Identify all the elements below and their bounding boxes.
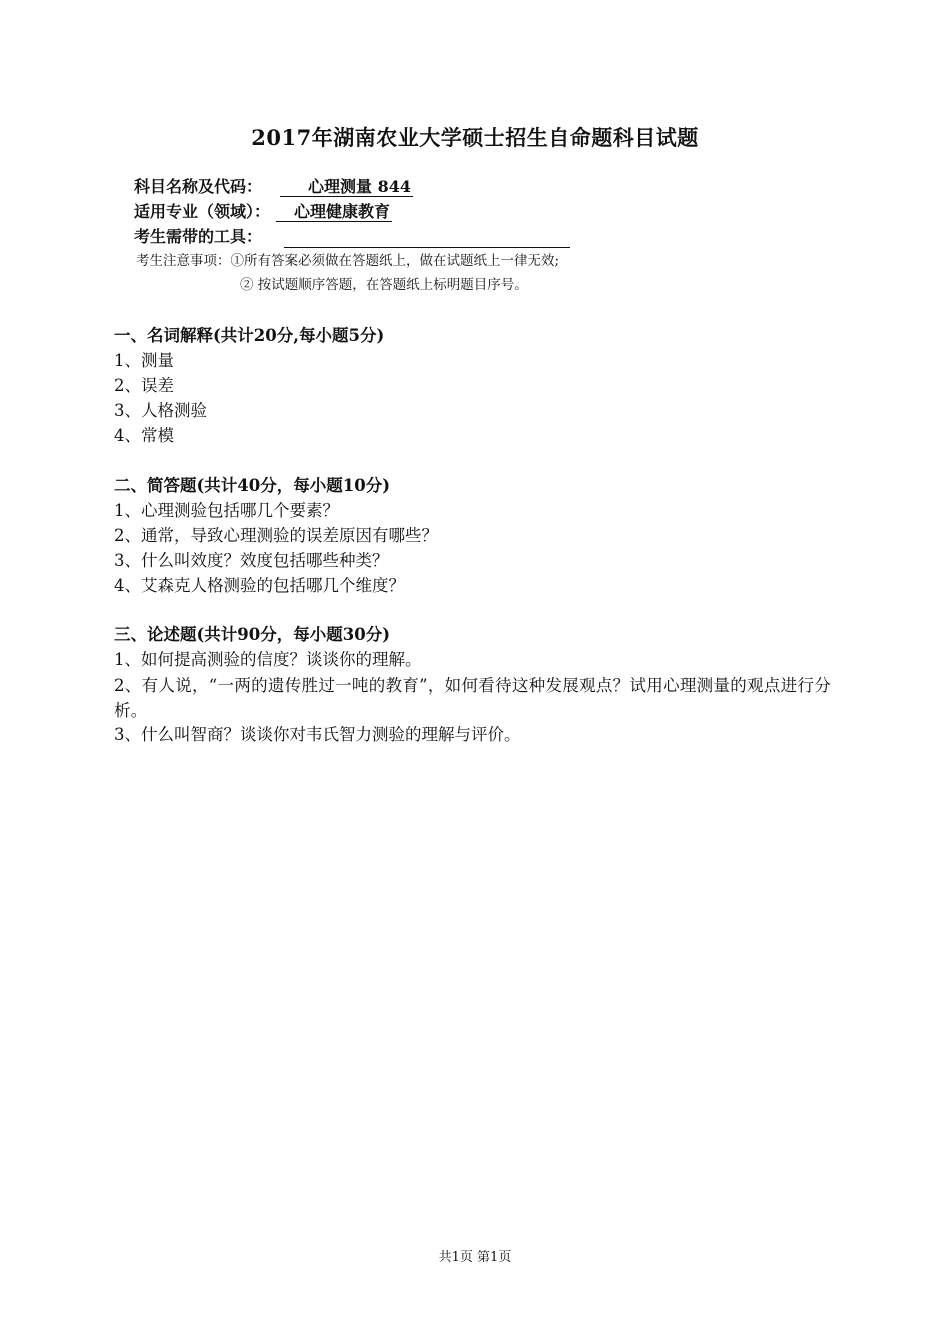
question-item: 4、常模: [114, 426, 174, 445]
question-item: 4、艾森克人格测验的包括哪几个维度？: [114, 576, 405, 595]
major-row: [134, 201, 392, 223]
major-value: 心理健康教育: [276, 203, 392, 222]
tools-row: [134, 226, 570, 248]
question-item: 1、测量: [114, 351, 174, 370]
question-item: 2、通常，导致心理测验的误差原因有哪些？: [114, 526, 438, 545]
section-heading: 二、简答题(共计40分，每小题10分): [114, 476, 391, 495]
question-item: 3、什么叫效度？效度包括哪些种类？: [114, 551, 389, 570]
section-heading: 三、论述题(共计90分，每小题30分): [114, 625, 391, 644]
question-item: 3、什么叫智商？谈谈你对韦氏智力测验的理解与评价。: [114, 725, 521, 744]
page-footer: 共1页 第1页: [438, 1250, 512, 1265]
question-item: 1、心理测验包括哪几个要素？: [114, 501, 339, 520]
subject-value: 心理测量 844: [280, 178, 413, 197]
tools-blank-line: [284, 229, 570, 248]
notice-line-1: 考生注意事项：①所有答案必须做在答题纸上，做在试题纸上一律无效;: [136, 253, 560, 269]
subject-label: 科目名称及代码：: [134, 177, 263, 196]
major-label: 适用专业（领域）：: [134, 202, 271, 221]
section-heading: 一、名词解释(共计20分,每小题5分): [114, 326, 385, 345]
question-item: 2、有人说，“一两的遗传胜过一吨的教育”，如何看待这种发展观点？试用心理测量的观点进行分析。: [114, 676, 832, 720]
question-item: 1、如何提高测验的信度？谈谈你的理解。: [114, 650, 422, 669]
question-item: 2、误差: [114, 376, 174, 395]
subject-row: [134, 176, 413, 198]
notice-line-2: ② 按试题顺序答题，在答题纸上标明题目序号。: [240, 277, 528, 293]
exam-title: 2017年湖南农业大学硕士招生自命题科目试题: [251, 125, 699, 150]
question-item: 3、人格测验: [114, 401, 207, 420]
tools-label: 考生需带的工具：: [134, 227, 263, 246]
